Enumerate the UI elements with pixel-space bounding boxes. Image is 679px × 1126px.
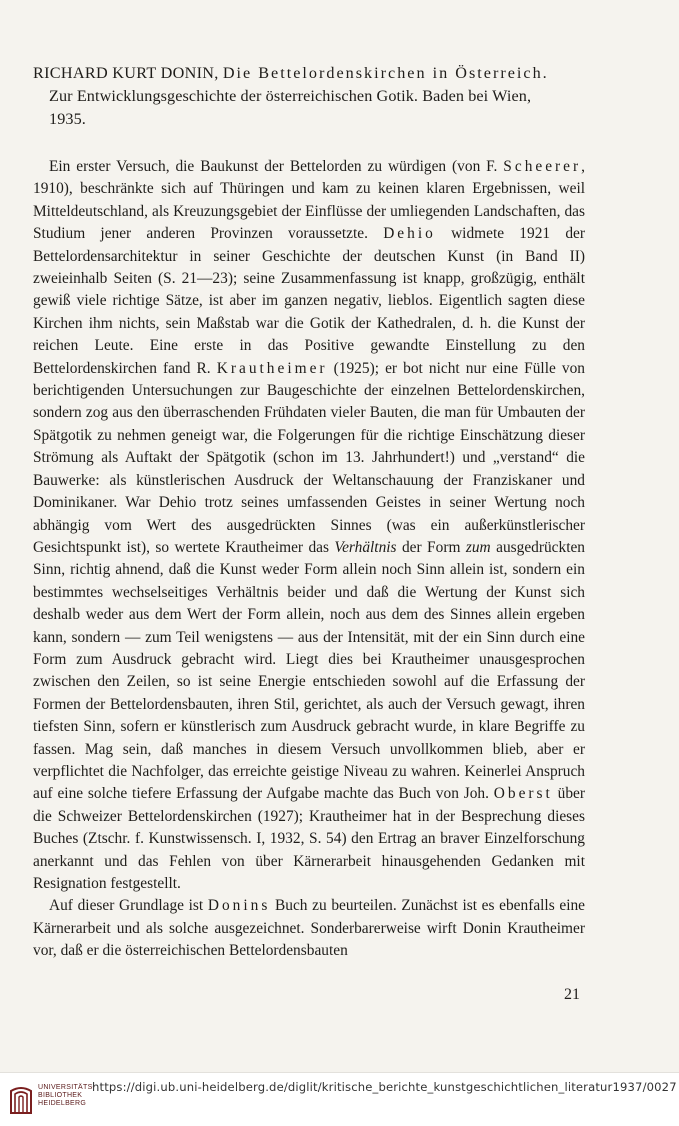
spaced-name-dehio: Dehio xyxy=(383,225,436,243)
university-library-logo-icon xyxy=(8,1083,34,1117)
spaced-name-oberst: Oberst xyxy=(493,785,553,803)
author-name: RICHARD KURT DONIN, xyxy=(33,64,219,82)
spaced-name-krautheimer: Krautheimer xyxy=(216,359,328,377)
library-name: UNIVERSITÄTS- BIBLIOTHEK HEIDELBERG xyxy=(38,1084,96,1107)
paragraph-1: Ein erster Versuch, die Baukunst der Bettelorden zu würdigen (von F. Scheerer, 1910), beschränkte sich auf Thüringen und kam zu keinen klaren Ergebnissen, weil Mitteldeutschland, als Kreuzungsgebiet der Einflüsse der umliegenden Landschaften, das Studium jener anderen Provinzen voraussetzte. Dehio widmete 1921 der Bettelordensarchitektur in seiner Geschichte der deutschen Kunst (in Band II) zweieinhalb Seiten (S. 21—23); seine Zusammenfassung ist knapp, großzügig, enthält gewiß viele richtige Sätze, ist aber im ganzen negativ, lieblos. Eigentlich sagten diese Kirchen ihm nichts, sein Maßstab war die Gotik der Kathedralen, d. h. die Kunst der reichen Leute. Eine erste in das Positive gewandte Einstellung zu den Bettelordenskirchen fand R. Krautheimer (1925); er bot nicht nur eine Fülle von berichtigenden Untersuchungen zur Baugeschichte der einzelnen Bettelordenskirchen, sondern zog aus den überraschenden Frühdaten vieler Bauten, die man für Umbauten der Spätgotik zu nehmen geneigt war, die Folgerungen für die richtige Einschätzung dieser Strömung als Auftakt der Spätgotik (schon im 13. Jahrhundert!) und „verstand“ die Bauwerke: als künstlerischen Ausdruck der Weltanschauung der Franziskaner und Dominikaner. War Dehio trotz seines umfassenden Geistes in seiner Wertung noch abhängig vom Wert des ausgedrückten Sinnes (was ein außerkünstlerischer Gesichtspunkt ist), so wertete Krautheimer das Verhältnis der Form zum ausgedrückten Sinn, richtig ahnend, daß die Kunst weder Form allein noch Sinn allein ist, sondern ein bestimmtes wechselseitiges Verhältnis beider und daß die Wertung der Kunst sich deshalb weder aus dem Wert der Form allein, noch aus dem des Sinnes allein ergeben kann, sondern — zum Teil wenigstens — aus der Intensität, mit der ein Sinn durch eine Form zum Ausdruck gebracht wird. Liegt dies bei Krautheimer unausgesprochen zwischen den Zeilen, so ist seine Energie entschieden sowohl auf die Erfassung der Formen der Bettelordensbauten, ihren Stil, gerichtet, als auch der Versuch gewagt, ihren tiefsten Sinn, sofern er künstlerisch zum Ausdruck gebracht wurde, in klare Begriffe zu fassen. Mag sein, daß manches in diesem Versuch unvollkommen blieb, aber er verpflichtet die Nachfolger, das erreichte geistige Niveau zu wahren. Keinerlei Anspruch auf eine solche tiefere Erfassung der Aufgabe machte das Buch von Joh. Oberst über die Schweizer Bettelordenskirchen (1927); Krautheimer hat in der Besprechung dieses Buches (Ztschr. f. Kunstwissensch. I, 1932, S. 54) den Ertrag an braver Einzelforschung anerkannt und das Fehlen von über Kärnerarbeit hinausgehenden Gedanken mit Resignation festgestellt. xyxy=(33,158,586,892)
spaced-name-donins: Donins xyxy=(207,897,271,915)
permalink-url[interactable]: https://digi.ub.uni-heidelberg.de/diglit/kritische_berichte_kunstgeschichtlichen_literatur1937/0027 xyxy=(92,1080,677,1094)
book-subtitle: Zur Entwicklungsgeschichte der österreichischen Gotik. Baden bei Wien, 1935. xyxy=(49,87,532,128)
publication-year: 1935. xyxy=(49,110,86,128)
review-heading xyxy=(33,62,585,131)
paragraph-2: Auf dieser Grundlage ist Donins Buch zu beurteilen. Zunächst ist es ebenfalls eine Kärnerarbeit und als solche ausgezeichnet. Sonderbarerweise wirft Donin Krautheimer vor, daß er die österreichischen Bettelordensbauten xyxy=(33,897,585,960)
review-body xyxy=(33,156,585,963)
page-number: 21 xyxy=(564,986,580,1003)
book-title: Die Bettelordenskirchen in Österreich. xyxy=(222,64,549,82)
italic-zum: zum xyxy=(465,538,491,556)
spaced-name-scheerer: Scheerer xyxy=(503,158,582,175)
italic-verhaeltnis: Verhältnis xyxy=(334,538,397,556)
